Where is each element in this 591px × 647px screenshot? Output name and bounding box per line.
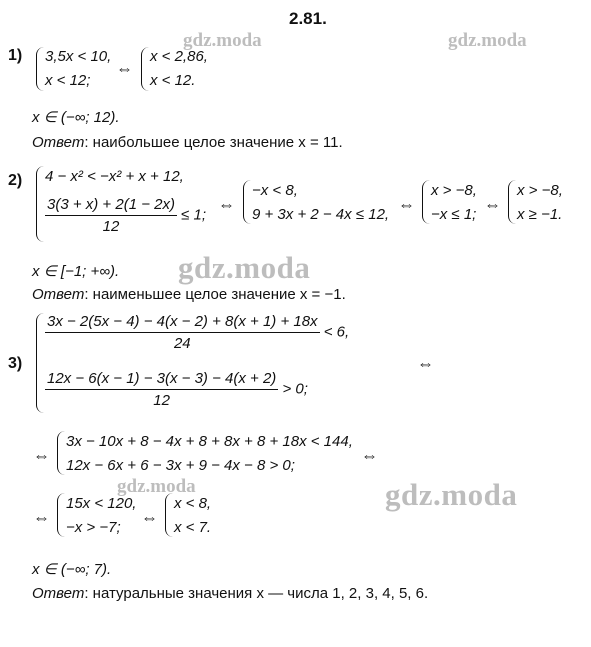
equivalence-arrow: ⇔ <box>33 508 50 527</box>
system-brace <box>243 180 251 224</box>
equivalence-arrow: ⇔ <box>141 508 158 527</box>
p2-line1: 4 − x² < −x² + x + 12, <box>45 168 184 185</box>
p3-sysA-line2: 12x − 6x + 6 − 3x + 9 − 4x − 8 > 0; <box>66 457 295 474</box>
equivalence-arrow: ⇔ <box>361 446 378 465</box>
p2-sys2-line2: 9 + 3x + 2 − 4x ≤ 12, <box>252 206 390 223</box>
fraction-denominator: 24 <box>173 335 191 352</box>
p3-sysC-line1: x < 8, <box>174 495 212 512</box>
p3-line1 <box>45 313 349 352</box>
fraction-numerator: 12x − 6(x − 1) − 3(x − 3) − 4(x + 2) <box>47 370 277 387</box>
p1-answer <box>32 134 343 151</box>
answer-text: : наибольшее целое значение x = 11. <box>84 134 343 151</box>
equivalence-arrow: ⇔ <box>398 195 415 214</box>
problem-number: 2.81. <box>289 9 327 28</box>
answer-text: : натуральные значения x — числа 1, 2, 3, 4, 5, 6. <box>84 585 429 602</box>
fraction <box>45 196 177 235</box>
watermark: gdz.moda <box>183 30 262 51</box>
system-brace <box>508 180 516 224</box>
p2-answer <box>32 286 346 303</box>
inequality-tail: > 0; <box>282 380 308 398</box>
equivalence-arrow: ⇔ <box>33 446 50 465</box>
p2-line2 <box>45 196 206 235</box>
p2-interval: x ∈ [−1; +∞). <box>32 263 120 280</box>
fraction-bar <box>45 215 177 216</box>
watermark: gdz.moda <box>385 477 518 512</box>
system-brace <box>36 166 44 242</box>
answer-label: Ответ <box>32 134 85 151</box>
p3-answer <box>32 585 428 602</box>
equivalence-arrow: ⇔ <box>116 59 133 78</box>
watermark: gdz.moda <box>117 476 196 497</box>
fraction-numerator: 3x − 2(5x − 4) − 4(x − 2) + 8(x + 1) + 18x <box>47 313 318 330</box>
fraction-bar <box>45 332 320 333</box>
answer-text: : наименьшее целое значение x = −1. <box>84 286 346 303</box>
equivalence-arrow: ⇔ <box>417 354 434 373</box>
p2-sys4-line2: x ≥ −1. <box>517 206 563 223</box>
system-brace <box>141 47 149 91</box>
fraction <box>45 313 320 352</box>
p3-sysB-line1: 15x < 120, <box>66 495 137 512</box>
answer-label: Ответ <box>32 286 85 303</box>
p2-sys4-line1: x > −8, <box>517 182 563 199</box>
fraction-denominator: 12 <box>153 392 170 409</box>
equivalence-arrow: ⇔ <box>484 195 501 214</box>
fraction <box>45 370 278 409</box>
p1-sys1-line2: x < 12; <box>45 72 91 89</box>
watermark: gdz.moda <box>448 30 527 51</box>
p2-sys3-line2: −x ≤ 1; <box>431 206 477 223</box>
system-brace <box>57 493 65 537</box>
p3-sysC-line2: x < 7. <box>174 519 212 536</box>
watermark: gdz.moda <box>178 250 311 285</box>
p3-sysA-line1: 3x − 10x + 8 − 4x + 8 + 8x + 8 + 18x < 144, <box>66 433 353 450</box>
fraction-denominator: 12 <box>102 218 120 235</box>
p2-sys3-line1: x > −8, <box>431 182 477 199</box>
part-2-label: 2) <box>8 172 23 189</box>
system-brace <box>57 431 65 475</box>
p3-sysB-line2: −x > −7; <box>66 519 121 536</box>
p1-sys2-line2: x < 12. <box>150 72 196 89</box>
system-brace <box>36 47 44 91</box>
p1-interval: x ∈ (−∞; 12). <box>32 109 120 126</box>
fraction-bar <box>45 389 278 390</box>
part-1-label: 1) <box>8 47 23 64</box>
answer-label: Ответ <box>32 585 85 602</box>
system-brace <box>422 180 430 224</box>
p3-interval: x ∈ (−∞; 7). <box>32 561 112 578</box>
p2-sys2-line1: −x < 8, <box>252 182 298 199</box>
system-brace <box>165 493 173 537</box>
p1-sys2-line1: x < 2,86, <box>150 48 208 65</box>
inequality-tail: < 6, <box>323 323 350 341</box>
inequality-tail: ≤ 1; <box>181 206 207 224</box>
equivalence-arrow: ⇔ <box>218 195 235 214</box>
p1-sys1-line1: 3,5x < 10, <box>45 48 112 65</box>
system-brace <box>36 313 44 413</box>
p3-line2 <box>45 370 308 409</box>
fraction-numerator: 3(3 + x) + 2(1 − 2x) <box>47 196 175 213</box>
part-3-label: 3) <box>8 355 23 372</box>
